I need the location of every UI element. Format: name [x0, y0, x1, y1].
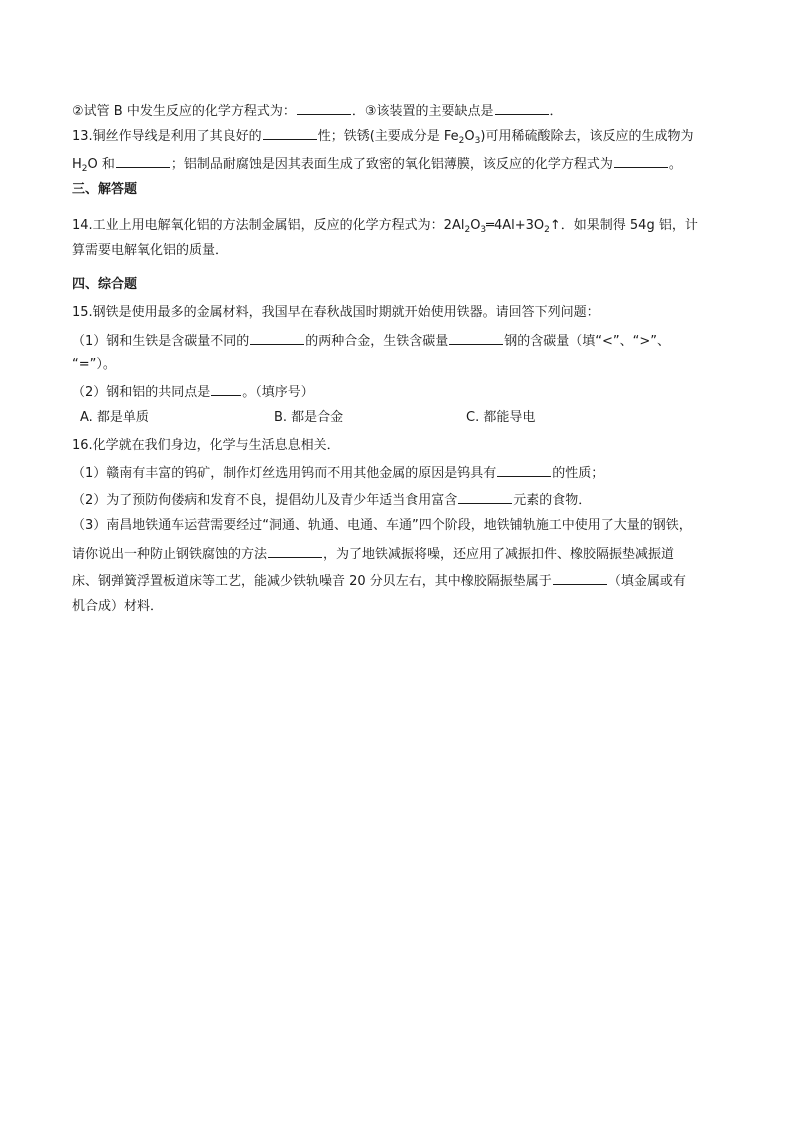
answer-blank[interactable] [458, 489, 512, 504]
q12-text: ． [549, 104, 563, 119]
q13-text: 。 [668, 157, 682, 172]
q16-text: （2）为了预防佝偻病和发育不良，提倡幼儿及青少年适当食用富含 [72, 493, 458, 508]
q16-text: ，为了地铁减振将噪，还应用了减振扣件、橡胶隔振垫减振道 [323, 547, 675, 562]
q16-part3-cont3: 机合成）材料． [72, 599, 164, 614]
q12-line [72, 100, 727, 120]
q16-part2 [72, 489, 727, 509]
q12-text: ．③该装置的主要缺点是 [351, 104, 494, 119]
q15-text: 钢的含碳量（填“<”、“>”、 [504, 334, 671, 349]
answer-blank[interactable] [297, 100, 351, 115]
subscript: 2 [544, 225, 550, 235]
q16-stem: 16.化学就在我们身边，化学与生活息息相关． [72, 438, 340, 453]
q14-text: ═4Al+3O [486, 218, 545, 233]
subscript: 2 [81, 164, 88, 174]
q16-part3-cont2 [72, 570, 727, 590]
q13-text: O [464, 129, 475, 144]
q16-text: 床、钢弹簧浮置板道床等工艺，能减少铁轨噪音 20 分贝左右，其中橡胶隔振垫属于 [72, 574, 552, 589]
section-heading-4: 四、综合题 [72, 277, 138, 292]
q15-part2 [72, 381, 727, 401]
q13-line-1 [72, 125, 727, 145]
q15-part1-cont: “=”）。 [72, 357, 116, 372]
q16-part3-cont1 [72, 543, 727, 563]
q16-text: （1）赣南有丰富的钨矿，制作灯丝选用钨而不用其他金属的原因是钨具有 [72, 466, 497, 481]
q16-part1 [72, 462, 727, 482]
answer-blank[interactable] [211, 381, 241, 396]
subscript: 2 [458, 136, 465, 146]
q14-line-2: 算需要电解氧化铝的质量． [72, 243, 229, 258]
q13-text: ；铝制品耐腐蚀是因其表面生成了致密的氧化铝薄膜，该反应的化学方程式为 [170, 157, 613, 172]
q16-text: 元素的食物． [513, 493, 592, 508]
q14-line-1 [72, 216, 727, 236]
q13-text: 性；铁锈(主要成分是 Fe [317, 129, 459, 144]
section-heading-3: 三、解答题 [72, 182, 138, 197]
q12-text: ②试管 B 中发生反应的化学方程式为： [72, 104, 296, 119]
answer-blank[interactable] [250, 330, 304, 345]
option-a[interactable]: A. 都是单质 [80, 410, 149, 425]
subscript: 3 [480, 225, 487, 235]
answer-blank[interactable] [495, 100, 549, 115]
q13-text: H [72, 157, 82, 172]
q16-text: 的性质； [552, 466, 605, 481]
q14-text: ↑．如果制得 54g 铝，计 [549, 218, 698, 233]
answer-blank[interactable] [449, 330, 503, 345]
answer-blank[interactable] [116, 153, 170, 168]
q13-text: )可用稀硫酸除去，该反应的生成物为 [480, 129, 694, 144]
option-b[interactable]: B. 都是合金 [274, 410, 344, 425]
option-c[interactable]: C. 都能导电 [466, 410, 536, 425]
answer-blank[interactable] [268, 543, 322, 558]
q15-text: 的两种合金，生铁含碳量 [305, 334, 449, 349]
subscript: 3 [474, 136, 481, 146]
q13-text: 13.铜丝作导线是利用了其良好的 [72, 129, 262, 144]
q15-text: （2）钢和铝的共同点是 [72, 385, 211, 400]
q16-part3: （3）南昌地铁通车运营需要经过“洞通、轨通、电通、车通”四个阶段，地铁铺轨施工中使用了大量的钢铁， [72, 518, 692, 533]
q14-text: 14.工业上用电解氧化铝的方法制金属铝，反应的化学方程式为：2Al [72, 218, 465, 233]
q15-stem: 15.钢铁是使用最多的金属材料，我国早在春秋战国时期就开始使用铁器。请回答下列问题： [72, 305, 600, 320]
q14-text: O [470, 218, 481, 233]
q13-line-2 [72, 153, 727, 173]
subscript: 2 [464, 225, 471, 235]
answer-blank[interactable] [263, 125, 317, 140]
q15-options [80, 408, 680, 428]
q16-text: 请你说出一种防止钢铁腐蚀的方法 [72, 547, 268, 562]
q15-text: 。（填序号） [242, 385, 314, 400]
answer-blank[interactable] [497, 462, 551, 477]
q16-text: （填金属或有 [607, 574, 686, 589]
q15-part1 [72, 330, 727, 350]
q15-text: （1）钢和生铁是含碳量不同的 [72, 334, 250, 349]
answer-blank[interactable] [553, 570, 607, 585]
answer-blank[interactable] [614, 153, 668, 168]
q13-text: O 和 [87, 157, 115, 172]
